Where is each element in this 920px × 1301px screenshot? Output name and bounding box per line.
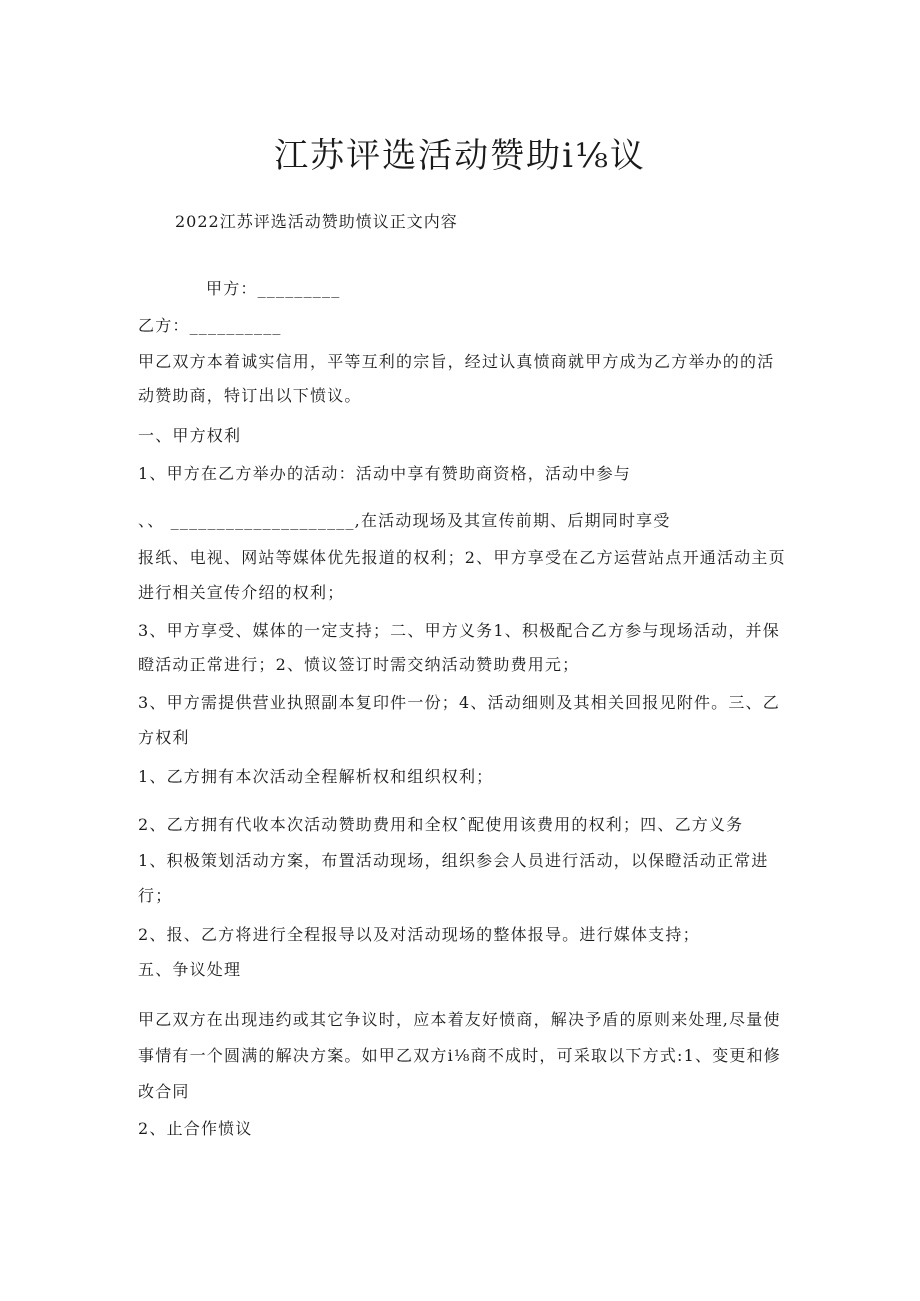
paragraph-line: 进行相关宣传介绍的权利；	[138, 583, 345, 602]
paragraph-line: 1、甲方在乙方举办的活动：活动中享有赞助商资格，活动中参与	[138, 464, 631, 483]
paragraph-line: 动赞助商，特订出以下愤议。	[138, 386, 362, 405]
document-subtitle: 2022江苏评选活动赞助愤议正文内容	[175, 212, 458, 231]
paragraph-line: 瞪活动正常进行；2、愤议签订时需交纳活动赞助费用元；	[138, 655, 580, 674]
section-heading: 一、甲方权利	[138, 426, 242, 445]
document-title: 江苏评选活动赞助i⅛议	[274, 136, 646, 176]
paragraph-line: 3、甲方享受、媒体的一定支持；二、甲方义务1、积极配合乙方参与现场活动，并保	[138, 621, 780, 640]
paragraph-line: 2、乙方拥有代收本次活动赞助费用和全权ˆ配使用该费用的权利；四、乙方义务	[138, 815, 744, 834]
party-b-line: 乙方：__________	[138, 316, 282, 335]
paragraph-line: 改合同	[138, 1082, 190, 1101]
paragraph-line: 甲乙双方本着诚实信用，平等互利的宗旨，经过认真愤商就甲方成为乙方举办的的活	[138, 352, 775, 371]
section-heading: 五、争议处理	[138, 960, 242, 979]
paragraph-line: 事情有一个圆满的解决方案。如甲乙双方i⅛商不成时，可采取以下方式:1、变更和修	[138, 1046, 781, 1065]
paragraph-line: 报纸、电视、网站等媒体优先报道的权利；2、甲方享受在乙方运营站点开通活动主页	[138, 548, 786, 567]
paragraph-line: 、、 ____________________,在活动现场及其宣传前期、后期同时享受	[138, 511, 671, 530]
paragraph-line: 方权利	[138, 728, 190, 747]
paragraph-line: 1、乙方拥有本次活动全程解析权和组织权利；	[138, 767, 494, 786]
paragraph-line: 行；	[138, 886, 173, 905]
paragraph-line: 1、积极策划活动方案，布置活动现场，组织参会人员进行活动，以保瞪活动正常进	[138, 851, 769, 870]
paragraph-line: 2、止合作愤议	[138, 1119, 253, 1138]
party-a-line: 甲方：_________	[206, 279, 341, 298]
paragraph-line: 2、报、乙方将进行全程报导以及对活动现场的整体报导。进行媒体支持；	[138, 925, 700, 944]
paragraph-line: 甲乙双方在出现违约或其它争议时，应本着友好愤商，解决予盾的原则来处理,尽量使	[138, 1010, 781, 1029]
paragraph-line: 3、甲方需提供营业执照副本复印件一份；4、活动细则及其相关回报见附件。三、乙	[138, 693, 780, 712]
